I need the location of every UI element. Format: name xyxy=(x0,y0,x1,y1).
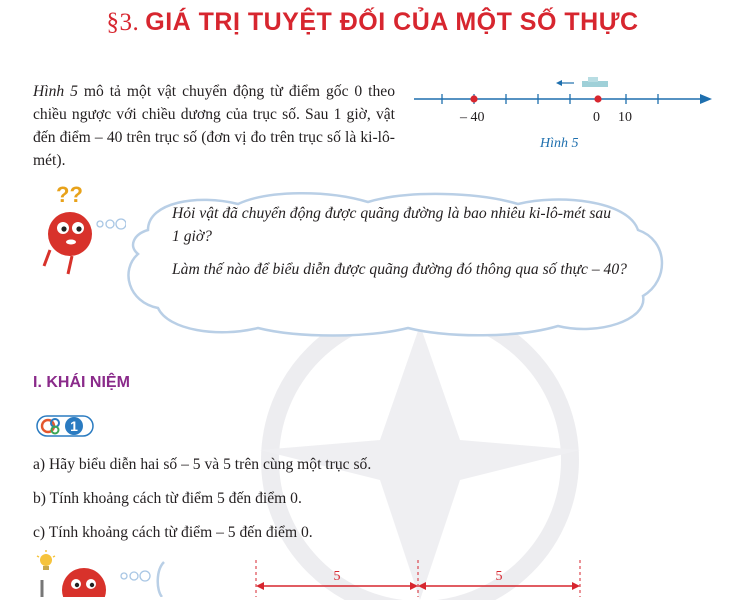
tick-label-zero: 0 xyxy=(593,110,600,125)
left-distance-label: 5 xyxy=(333,569,341,584)
question-1: Hỏi vật đã chuyển động được quãng đường là bao nhiêu ki-lô-mét sau 1 giờ? xyxy=(172,205,612,245)
figure-reference: Hình 5 xyxy=(33,83,78,100)
item-c: c) Tính khoảng cách từ điểm – 5 đến điểm 0. xyxy=(33,524,313,541)
item-a: a) Hãy biểu diễn hai số – 5 và 5 trên cùng một trục số. xyxy=(33,456,372,473)
item-b: b) Tính khoảng cách từ điểm 5 đến điểm 0. xyxy=(33,490,302,507)
question-2: Làm thế nào để biểu diễn được quãng đường đó thông qua số thực – 40? xyxy=(172,261,627,278)
vehicle-icon xyxy=(556,77,608,87)
tick-label-minus-40: – 40 xyxy=(460,110,485,125)
activity-badge xyxy=(36,414,94,438)
section-number: §3. xyxy=(106,9,140,36)
tick-label-10: 10 xyxy=(618,110,632,125)
section-heading: I. KHÁI NIỆM xyxy=(33,374,130,391)
red-ball-mascot-icon-2 xyxy=(36,550,186,597)
figure-caption: Hình 5 xyxy=(540,136,579,151)
intro-text: mô tả một vật chuyển động từ điểm gốc 0 theo chiều ngược với chiều dương của trục số. Sau 1 giờ, vật đến điểm – 40 trên trục số (đơn vị đo trên trục số là ki-lô-mét). xyxy=(33,83,395,169)
axis-arrow xyxy=(700,94,712,104)
watermark-logo xyxy=(160,300,680,600)
right-distance-label: 5 xyxy=(495,569,503,584)
page-title xyxy=(0,8,745,37)
title-text: GIÁ TRỊ TUYỆT ĐỐI CỦA MỘT SỐ THỰC xyxy=(145,8,639,36)
point-zero xyxy=(594,95,601,102)
lightbulb-icon xyxy=(37,550,55,570)
activity-number: 1 xyxy=(70,418,78,434)
point-minus-40 xyxy=(470,95,477,102)
question-marks-icon: ?? xyxy=(56,182,83,207)
distance-diagram xyxy=(240,560,600,597)
intro-paragraph xyxy=(33,80,395,172)
distance-guides xyxy=(256,560,580,597)
